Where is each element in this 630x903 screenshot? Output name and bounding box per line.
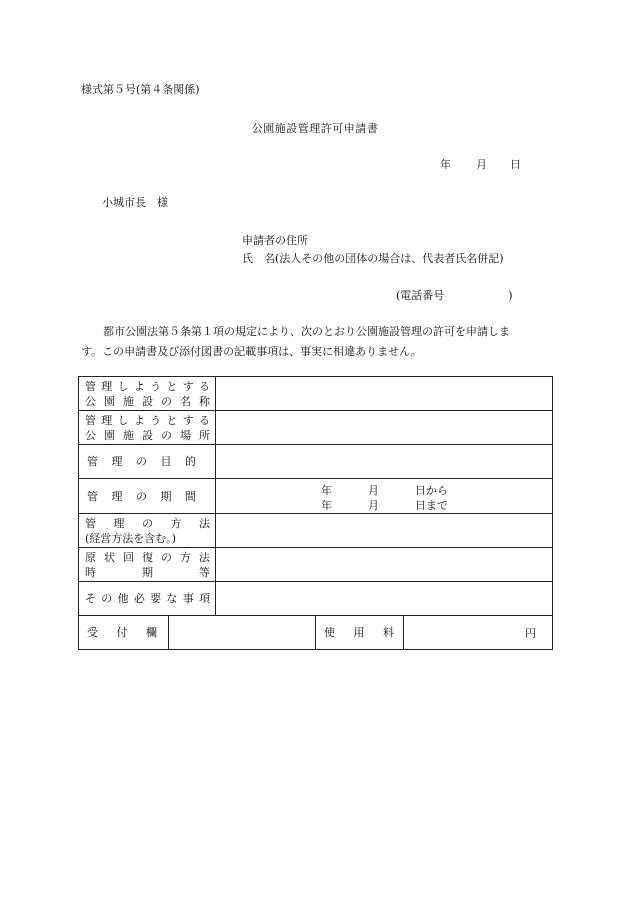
label-char: と <box>166 413 178 427</box>
label-char: 等 <box>199 565 210 579</box>
label-char: の <box>161 428 172 442</box>
label-char: 間 <box>185 489 196 503</box>
date-day: 日 <box>510 158 521 171</box>
label-char: 期 <box>160 489 172 503</box>
label-char: 用 <box>353 626 365 639</box>
period-from-day: 日から <box>415 484 448 497</box>
label-purpose <box>79 445 216 479</box>
addressee: 小城市長 様 <box>102 196 168 209</box>
label-char: 公 <box>85 394 96 408</box>
label-line <box>85 516 210 531</box>
label-reception <box>79 616 169 650</box>
label-line <box>85 428 210 443</box>
label-line <box>85 550 210 565</box>
label-char: 要 <box>150 592 162 605</box>
label-char: 回 <box>123 550 134 564</box>
label-char: 料 <box>383 626 394 639</box>
label-char: の <box>136 489 147 503</box>
label-char: 目 <box>160 455 172 468</box>
label-char: 所 <box>199 428 210 442</box>
label-line <box>85 591 210 606</box>
label-line <box>85 489 210 504</box>
label-char: 名 <box>180 394 191 408</box>
field-period[interactable] <box>216 479 553 514</box>
statement-line-2: す。この申請書及び添付図書の記載事項は、事実に相違ありません。 <box>81 345 422 358</box>
field-restoration[interactable] <box>216 548 553 582</box>
label-char: の <box>101 592 113 605</box>
period-to <box>321 497 448 513</box>
label-char: す <box>182 379 194 393</box>
label-line <box>322 625 394 640</box>
period-to-month: 月 <box>368 499 379 512</box>
label-char: 管 <box>87 455 98 468</box>
label-char: う <box>150 379 162 393</box>
label-char: 原 <box>85 550 96 564</box>
label-line <box>85 565 210 580</box>
label-char: 理 <box>111 489 123 503</box>
label-char: 時 <box>85 565 96 579</box>
label-other <box>79 582 216 616</box>
label-char: 的 <box>185 455 196 468</box>
label-char: 園 <box>104 394 115 408</box>
period-from <box>321 482 448 498</box>
field-facility-location[interactable] <box>216 411 553 445</box>
row-facility-location <box>79 411 553 445</box>
label-char: 他 <box>117 592 129 605</box>
label-line <box>85 454 210 469</box>
label-char: の <box>161 550 172 564</box>
label-char: 受 <box>87 626 98 639</box>
phone-open: (電話番号 <box>396 289 445 302</box>
document-title: 公園施設管理許可申請書 <box>251 122 379 135</box>
field-fee[interactable] <box>404 616 553 650</box>
label-char: 期 <box>142 565 153 579</box>
label-char: 園 <box>104 428 115 442</box>
label-char: 理 <box>101 379 113 393</box>
label-period <box>79 479 216 514</box>
label-char: 方 <box>170 516 182 530</box>
phone-close: ) <box>508 289 513 302</box>
label-facility-name <box>79 377 216 411</box>
label-char: 設 <box>142 428 153 442</box>
label-char: 公 <box>85 428 96 442</box>
label-char: そ <box>85 592 96 605</box>
date-month: 月 <box>476 158 487 171</box>
field-reception[interactable] <box>169 616 316 650</box>
label-char: し <box>117 413 129 427</box>
label-char: 使 <box>324 626 335 639</box>
applicant-address-label: 申請者の住所 <box>242 234 308 247</box>
label-char: 方 <box>180 550 191 564</box>
field-purpose[interactable] <box>216 445 553 479</box>
label-char: 称 <box>199 394 210 408</box>
label-line <box>85 625 157 640</box>
row-method <box>79 514 553 548</box>
label-char: 管 <box>87 489 98 503</box>
row-other <box>79 582 553 616</box>
label-char: 理 <box>113 516 125 530</box>
label-char: 必 <box>133 592 145 605</box>
label-char: な <box>166 592 178 605</box>
label-char: し <box>117 379 129 393</box>
label-char: 項 <box>198 592 210 605</box>
label-char: る <box>198 413 210 427</box>
label-restoration <box>79 548 216 582</box>
row-purpose <box>79 445 553 479</box>
label-char: と <box>166 379 178 393</box>
label-char: 事 <box>182 592 194 605</box>
label-char: 設 <box>142 394 153 408</box>
label-line <box>85 413 210 428</box>
date-line <box>440 156 521 172</box>
label-char: す <box>182 413 194 427</box>
label-method <box>79 514 216 548</box>
label-line <box>85 394 210 409</box>
period-to-year: 年 <box>321 499 332 512</box>
label-char: 状 <box>104 550 115 564</box>
label-char: 法 <box>199 550 210 564</box>
label-char: 欄 <box>146 626 157 639</box>
label-char: 法 <box>199 516 210 530</box>
label-char: の <box>136 455 147 468</box>
form-number: 様式第５号(第４条関係) <box>81 83 200 96</box>
label-char: 管 <box>85 379 96 393</box>
applicant-name-label: 氏 名(法人その他の団体の場合は、代表者氏名併記) <box>242 252 504 265</box>
period-from-year: 年 <box>321 484 332 497</box>
label-char: 理 <box>101 413 113 427</box>
label-char: 付 <box>116 626 128 639</box>
label-char: 復 <box>142 550 153 564</box>
label-facility-location <box>79 411 216 445</box>
label-char: 管 <box>85 516 96 530</box>
label-char: の <box>142 516 153 530</box>
label-char: 施 <box>123 428 134 442</box>
label-char: 管 <box>85 413 96 427</box>
label-fee <box>316 616 404 650</box>
label-char: 場 <box>180 428 191 442</box>
field-method[interactable] <box>216 514 553 548</box>
statement <box>81 322 551 362</box>
label-method-sub: (経営方法を含む。) <box>85 531 177 545</box>
period-from-month: 月 <box>368 484 379 497</box>
row-facility-name <box>79 377 553 411</box>
row-restoration <box>79 548 553 582</box>
label-char: の <box>161 394 172 408</box>
label-char: よ <box>133 379 145 393</box>
row-period <box>79 479 553 514</box>
label-char: う <box>150 413 162 427</box>
date-year: 年 <box>440 158 451 171</box>
row-reception-fee <box>79 616 553 650</box>
period-to-day: 日まで <box>415 499 448 512</box>
label-char: よ <box>133 413 145 427</box>
label-char: る <box>198 379 210 393</box>
label-char: 理 <box>111 455 123 468</box>
statement-line-1: 都市公園法第５条第１項の規定により、次のとおり公園施設管理の許可を申請しま <box>103 325 510 338</box>
application-table <box>78 376 553 650</box>
phone-label <box>396 287 513 303</box>
fee-unit: 円 <box>525 626 537 640</box>
label-line <box>85 379 210 394</box>
label-char: 施 <box>123 394 134 408</box>
field-facility-name[interactable] <box>216 377 553 411</box>
field-other[interactable] <box>216 582 553 616</box>
